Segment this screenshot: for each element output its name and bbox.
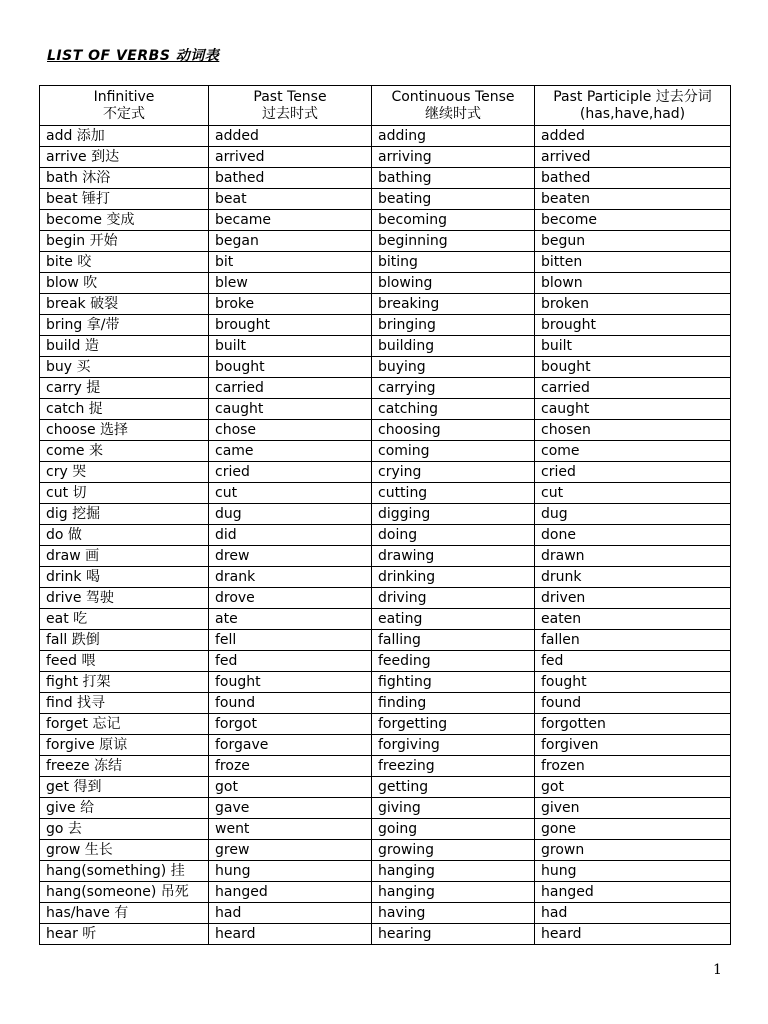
infinitive-cell: hang(something) 挂 — [40, 861, 209, 882]
continuous-tense-cell: having — [372, 903, 535, 924]
past-participle-cell: bought — [535, 357, 731, 378]
infinitive-cell: fall 跌倒 — [40, 630, 209, 651]
past-tense-cell: grew — [209, 840, 372, 861]
document-title: LIST OF VERBS 动词表 — [47, 48, 220, 64]
infinitive-cell: arrive 到达 — [40, 147, 209, 168]
past-tense-cell: cut — [209, 483, 372, 504]
continuous-tense-cell: adding — [372, 126, 535, 147]
continuous-tense-cell: beating — [372, 189, 535, 210]
past-tense-cell: found — [209, 693, 372, 714]
header-infinitive-chinese: 不定式 — [103, 105, 145, 122]
continuous-tense-cell: growing — [372, 840, 535, 861]
continuous-tense-cell: crying — [372, 462, 535, 483]
past-tense-cell: heard — [209, 924, 372, 945]
past-participle-cell: broken — [535, 294, 731, 315]
past-tense-cell: beat — [209, 189, 372, 210]
infinitive-cell: come 来 — [40, 441, 209, 462]
continuous-tense-cell: hanging — [372, 882, 535, 903]
past-participle-cell: drunk — [535, 567, 731, 588]
header-past-participle-title: Past Participle 过去分词 — [553, 88, 712, 105]
table-row — [40, 336, 731, 357]
past-tense-cell: fought — [209, 672, 372, 693]
table-row — [40, 273, 731, 294]
continuous-tense-cell: drinking — [372, 567, 535, 588]
past-participle-cell: become — [535, 210, 731, 231]
past-participle-cell: cried — [535, 462, 731, 483]
past-participle-cell: bathed — [535, 168, 731, 189]
table-row — [40, 189, 731, 210]
past-tense-cell: carried — [209, 378, 372, 399]
past-participle-cell: chosen — [535, 420, 731, 441]
past-participle-cell: come — [535, 441, 731, 462]
table-row — [40, 294, 731, 315]
past-tense-cell: got — [209, 777, 372, 798]
table-row — [40, 399, 731, 420]
table-row — [40, 735, 731, 756]
table-row — [40, 462, 731, 483]
continuous-tense-cell: biting — [372, 252, 535, 273]
infinitive-cell: find 找寻 — [40, 693, 209, 714]
header-past-tense-english: Past Tense — [253, 88, 327, 105]
infinitive-cell: begin 开始 — [40, 231, 209, 252]
table-row — [40, 567, 731, 588]
past-tense-cell: drove — [209, 588, 372, 609]
continuous-tense-cell: getting — [372, 777, 535, 798]
continuous-tense-cell: arriving — [372, 147, 535, 168]
continuous-tense-cell: beginning — [372, 231, 535, 252]
infinitive-cell: dig 挖掘 — [40, 504, 209, 525]
past-participle-cell: got — [535, 777, 731, 798]
table-row — [40, 882, 731, 903]
verb-table-body — [40, 126, 731, 945]
past-tense-cell: gave — [209, 798, 372, 819]
past-participle-cell: hung — [535, 861, 731, 882]
past-tense-cell: fed — [209, 651, 372, 672]
past-tense-cell: hung — [209, 861, 372, 882]
past-participle-cell: forgotten — [535, 714, 731, 735]
infinitive-cell: catch 捉 — [40, 399, 209, 420]
past-participle-cell: fallen — [535, 630, 731, 651]
continuous-tense-cell: giving — [372, 798, 535, 819]
table-row — [40, 525, 731, 546]
header-infinitive-english: Infinitive — [93, 88, 155, 105]
past-tense-cell: became — [209, 210, 372, 231]
table-row — [40, 126, 731, 147]
past-participle-cell: done — [535, 525, 731, 546]
infinitive-cell: grow 生长 — [40, 840, 209, 861]
continuous-tense-cell: eating — [372, 609, 535, 630]
past-tense-cell: arrived — [209, 147, 372, 168]
past-tense-cell: blew — [209, 273, 372, 294]
infinitive-cell: hang(someone) 吊死 — [40, 882, 209, 903]
header-row — [40, 86, 731, 126]
past-participle-cell: beaten — [535, 189, 731, 210]
past-participle-cell: brought — [535, 315, 731, 336]
past-tense-cell: forgave — [209, 735, 372, 756]
table-row — [40, 798, 731, 819]
continuous-tense-cell: buying — [372, 357, 535, 378]
table-row — [40, 315, 731, 336]
past-tense-cell: did — [209, 525, 372, 546]
infinitive-cell: hear 听 — [40, 924, 209, 945]
infinitive-cell: draw 画 — [40, 546, 209, 567]
verb-table-header — [40, 86, 731, 126]
infinitive-cell: freeze 冻结 — [40, 756, 209, 777]
past-tense-cell: cried — [209, 462, 372, 483]
continuous-tense-cell: bathing — [372, 168, 535, 189]
infinitive-cell: build 造 — [40, 336, 209, 357]
past-participle-cell: caught — [535, 399, 731, 420]
past-participle-cell: heard — [535, 924, 731, 945]
header-past-tense-chinese: 过去时式 — [262, 105, 318, 122]
header-infinitive — [40, 86, 209, 126]
past-participle-cell: found — [535, 693, 731, 714]
past-participle-cell: fed — [535, 651, 731, 672]
continuous-tense-cell: hearing — [372, 924, 535, 945]
continuous-tense-cell: going — [372, 819, 535, 840]
table-row — [40, 210, 731, 231]
continuous-tense-cell: carrying — [372, 378, 535, 399]
continuous-tense-cell: choosing — [372, 420, 535, 441]
infinitive-cell: feed 喂 — [40, 651, 209, 672]
table-row — [40, 924, 731, 945]
past-participle-cell: blown — [535, 273, 731, 294]
infinitive-cell: eat 吃 — [40, 609, 209, 630]
continuous-tense-cell: becoming — [372, 210, 535, 231]
past-participle-cell: built — [535, 336, 731, 357]
past-participle-cell: bitten — [535, 252, 731, 273]
infinitive-cell: bring 拿/带 — [40, 315, 209, 336]
infinitive-cell: go 去 — [40, 819, 209, 840]
table-row — [40, 861, 731, 882]
infinitive-cell: beat 锤打 — [40, 189, 209, 210]
past-participle-cell: driven — [535, 588, 731, 609]
table-row — [40, 693, 731, 714]
past-participle-cell: drawn — [535, 546, 731, 567]
table-row — [40, 819, 731, 840]
past-participle-cell: frozen — [535, 756, 731, 777]
infinitive-cell: do 做 — [40, 525, 209, 546]
continuous-tense-cell: drawing — [372, 546, 535, 567]
past-tense-cell: caught — [209, 399, 372, 420]
table-row — [40, 546, 731, 567]
past-tense-cell: bathed — [209, 168, 372, 189]
continuous-tense-cell: cutting — [372, 483, 535, 504]
table-row — [40, 609, 731, 630]
past-tense-cell: drew — [209, 546, 372, 567]
continuous-tense-cell: driving — [372, 588, 535, 609]
past-tense-cell: went — [209, 819, 372, 840]
infinitive-cell: drink 喝 — [40, 567, 209, 588]
table-row — [40, 378, 731, 399]
continuous-tense-cell: forgiving — [372, 735, 535, 756]
table-row — [40, 441, 731, 462]
infinitive-cell: give 给 — [40, 798, 209, 819]
table-row — [40, 231, 731, 252]
continuous-tense-cell: coming — [372, 441, 535, 462]
table-row — [40, 483, 731, 504]
infinitive-cell: has/have 有 — [40, 903, 209, 924]
header-past-participle-auxiliaries: (has,have,had) — [579, 105, 686, 122]
table-row — [40, 588, 731, 609]
past-participle-cell: gone — [535, 819, 731, 840]
continuous-tense-cell: breaking — [372, 294, 535, 315]
past-tense-cell: broke — [209, 294, 372, 315]
infinitive-cell: carry 提 — [40, 378, 209, 399]
table-row — [40, 672, 731, 693]
table-row — [40, 840, 731, 861]
table-row — [40, 651, 731, 672]
past-tense-cell: hanged — [209, 882, 372, 903]
past-participle-cell: eaten — [535, 609, 731, 630]
past-tense-cell: bought — [209, 357, 372, 378]
infinitive-cell: break 破裂 — [40, 294, 209, 315]
table-row — [40, 252, 731, 273]
table-row — [40, 420, 731, 441]
infinitive-cell: bite 咬 — [40, 252, 209, 273]
past-tense-cell: bit — [209, 252, 372, 273]
table-row — [40, 756, 731, 777]
past-participle-cell: begun — [535, 231, 731, 252]
past-participle-cell: forgiven — [535, 735, 731, 756]
continuous-tense-cell: doing — [372, 525, 535, 546]
past-participle-cell: carried — [535, 378, 731, 399]
continuous-tense-cell: forgetting — [372, 714, 535, 735]
past-tense-cell: began — [209, 231, 372, 252]
infinitive-cell: fight 打架 — [40, 672, 209, 693]
past-participle-cell: cut — [535, 483, 731, 504]
infinitive-cell: bath 沐浴 — [40, 168, 209, 189]
past-participle-cell: hanged — [535, 882, 731, 903]
past-tense-cell: brought — [209, 315, 372, 336]
infinitive-cell: forgive 原谅 — [40, 735, 209, 756]
past-tense-cell: chose — [209, 420, 372, 441]
page-number: 1 — [713, 962, 722, 978]
past-participle-cell: grown — [535, 840, 731, 861]
infinitive-cell: choose 选择 — [40, 420, 209, 441]
infinitive-cell: buy 买 — [40, 357, 209, 378]
continuous-tense-cell: bringing — [372, 315, 535, 336]
past-tense-cell: added — [209, 126, 372, 147]
infinitive-cell: cry 哭 — [40, 462, 209, 483]
table-row — [40, 630, 731, 651]
continuous-tense-cell: catching — [372, 399, 535, 420]
infinitive-cell: blow 吹 — [40, 273, 209, 294]
past-tense-cell: had — [209, 903, 372, 924]
past-tense-cell: drank — [209, 567, 372, 588]
past-participle-cell: had — [535, 903, 731, 924]
header-past-tense — [209, 86, 372, 126]
continuous-tense-cell: freezing — [372, 756, 535, 777]
past-participle-cell: arrived — [535, 147, 731, 168]
table-row — [40, 147, 731, 168]
past-tense-cell: dug — [209, 504, 372, 525]
infinitive-cell: become 变成 — [40, 210, 209, 231]
table-row — [40, 168, 731, 189]
past-participle-cell: given — [535, 798, 731, 819]
continuous-tense-cell: hanging — [372, 861, 535, 882]
past-participle-cell: added — [535, 126, 731, 147]
continuous-tense-cell: digging — [372, 504, 535, 525]
infinitive-cell: get 得到 — [40, 777, 209, 798]
header-continuous-tense-chinese: 继续时式 — [425, 105, 481, 122]
past-tense-cell: froze — [209, 756, 372, 777]
infinitive-cell: forget 忘记 — [40, 714, 209, 735]
header-past-participle — [535, 86, 731, 126]
past-participle-cell: fought — [535, 672, 731, 693]
table-row — [40, 903, 731, 924]
continuous-tense-cell: fighting — [372, 672, 535, 693]
past-tense-cell: built — [209, 336, 372, 357]
table-row — [40, 777, 731, 798]
past-tense-cell: forgot — [209, 714, 372, 735]
table-row — [40, 357, 731, 378]
past-tense-cell: came — [209, 441, 372, 462]
infinitive-cell: add 添加 — [40, 126, 209, 147]
infinitive-cell: cut 切 — [40, 483, 209, 504]
continuous-tense-cell: falling — [372, 630, 535, 651]
continuous-tense-cell: building — [372, 336, 535, 357]
table-row — [40, 504, 731, 525]
past-tense-cell: ate — [209, 609, 372, 630]
past-tense-cell: fell — [209, 630, 372, 651]
header-continuous-tense-english: Continuous Tense — [391, 88, 515, 105]
continuous-tense-cell: finding — [372, 693, 535, 714]
header-continuous-tense — [372, 86, 535, 126]
infinitive-cell: drive 驾驶 — [40, 588, 209, 609]
verb-table — [39, 85, 731, 945]
continuous-tense-cell: feeding — [372, 651, 535, 672]
past-participle-cell: dug — [535, 504, 731, 525]
continuous-tense-cell: blowing — [372, 273, 535, 294]
table-row — [40, 714, 731, 735]
